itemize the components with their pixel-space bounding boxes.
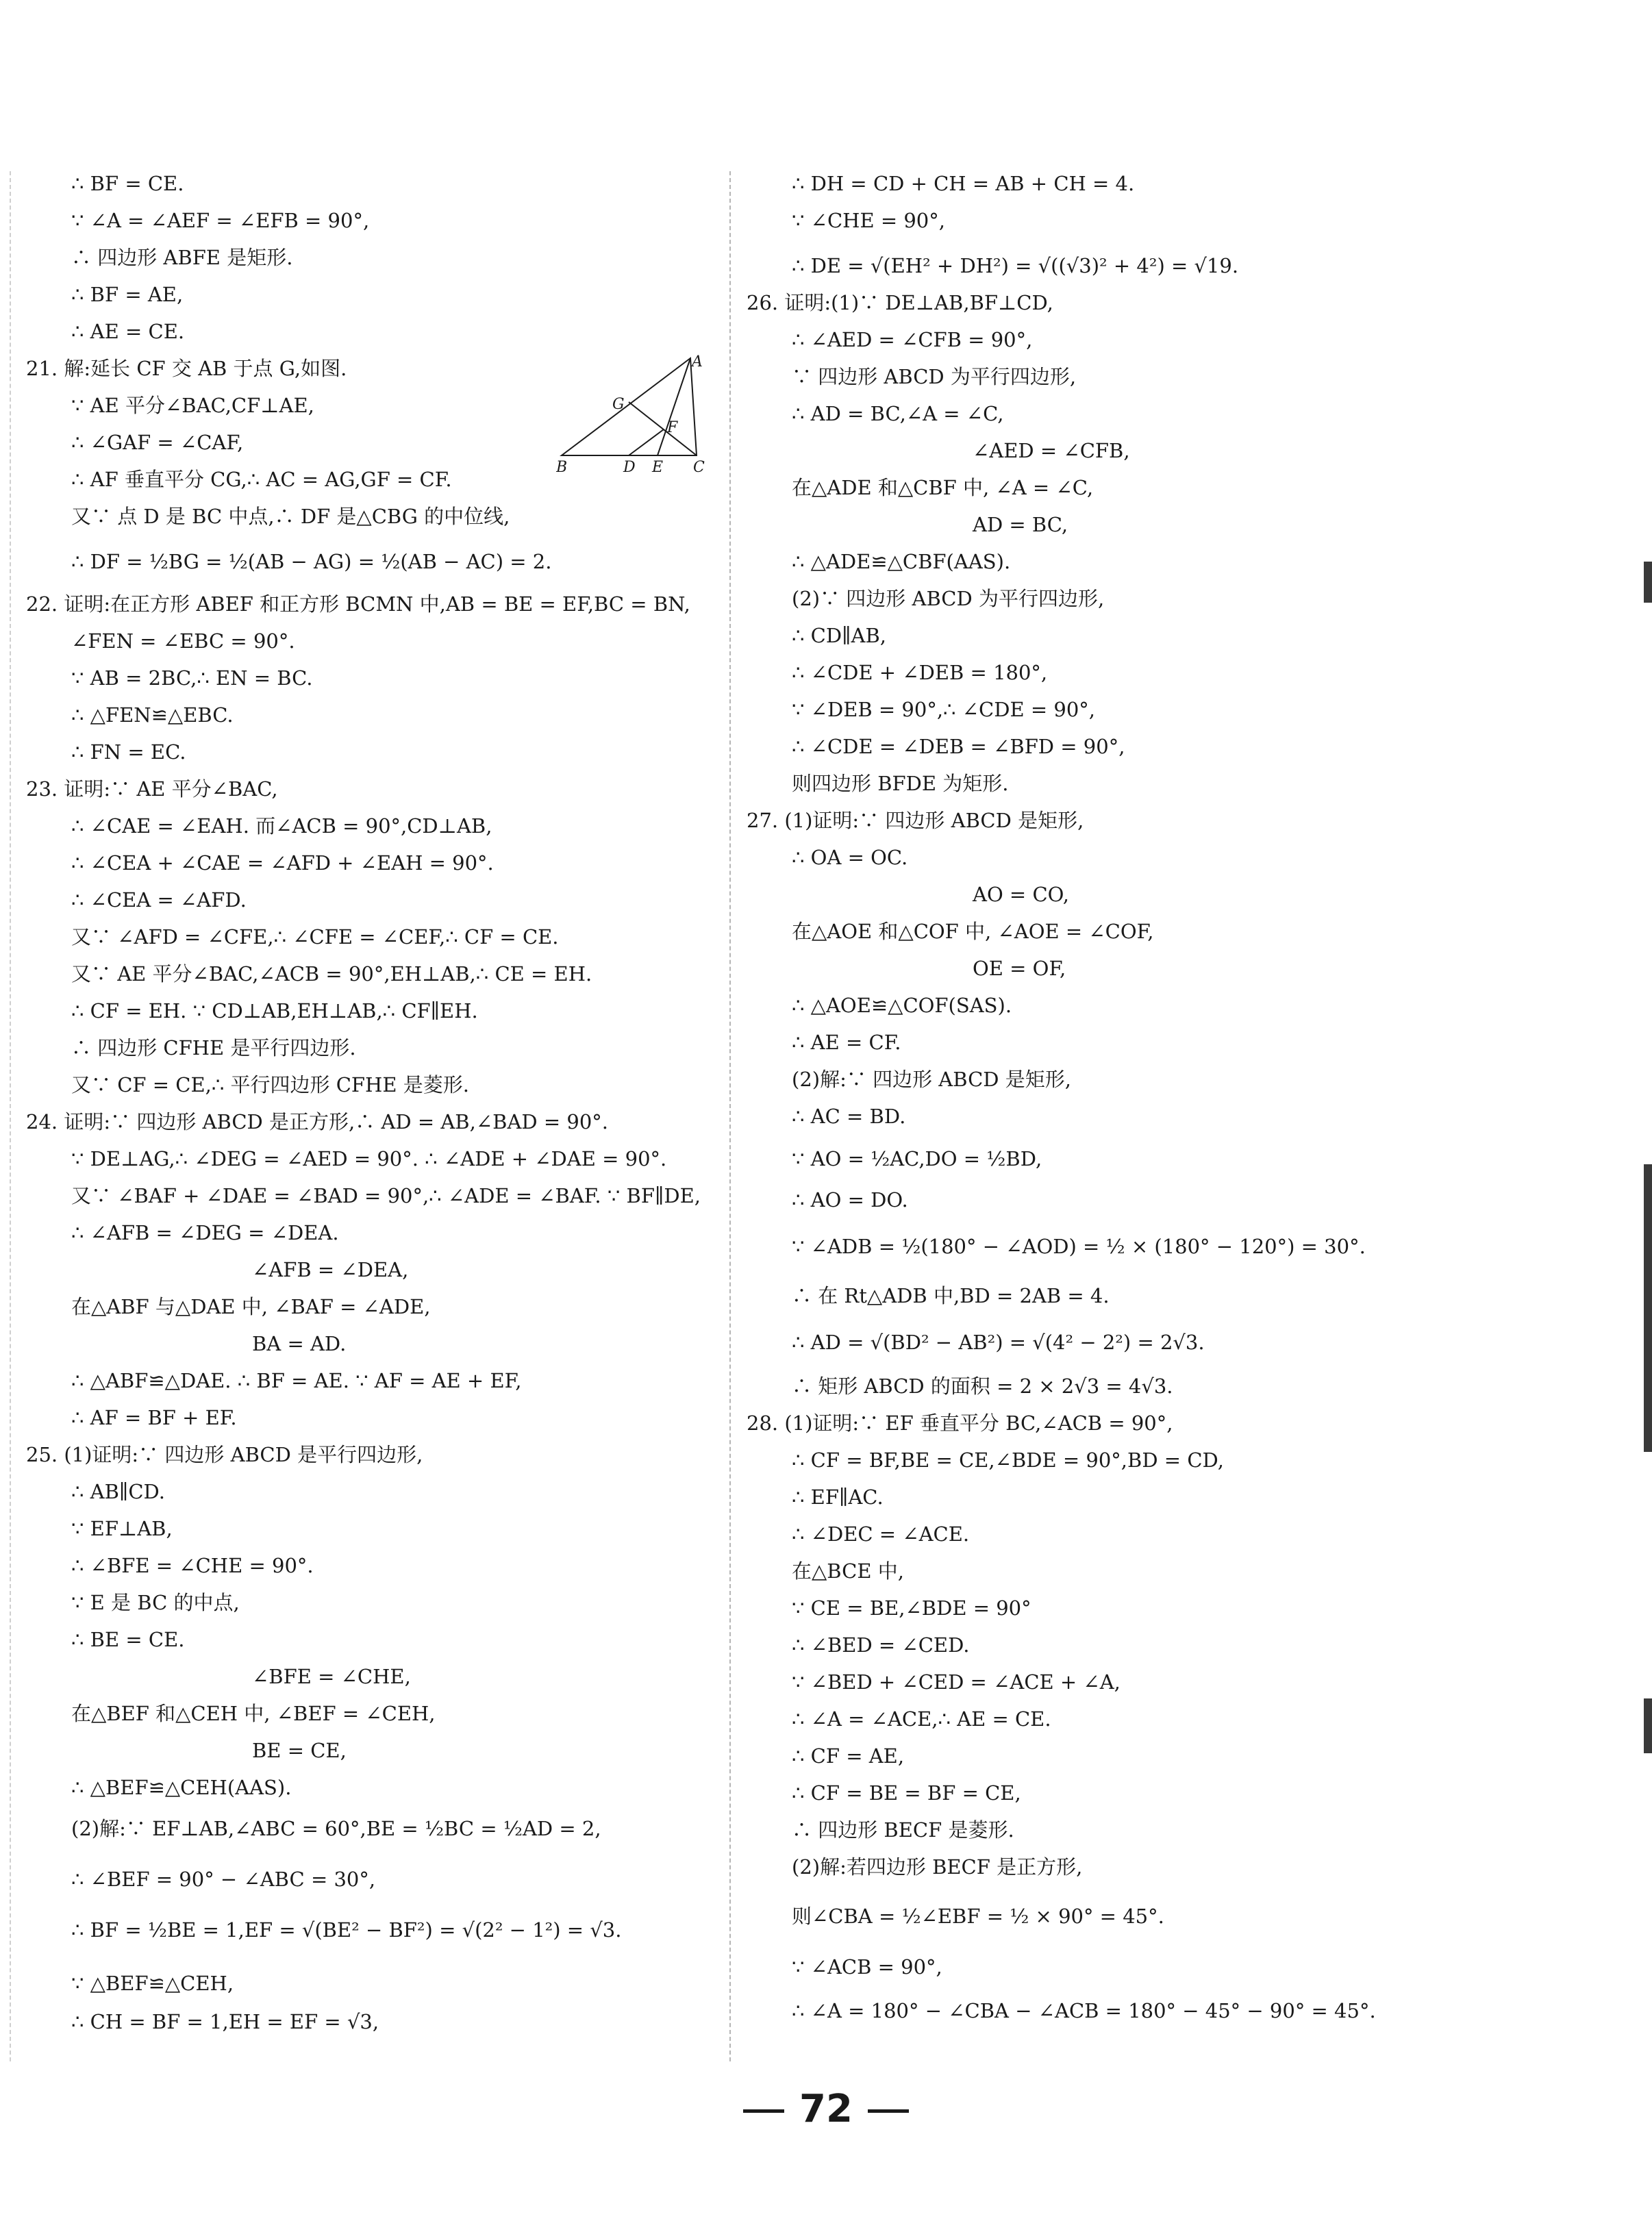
left-text-line: ∴ ∠CAE = ∠EAH. 而∠ACB = 90°,CD⊥AB, <box>71 814 492 838</box>
left-text-line: ∠FEN = ∠EBC = 90°. <box>71 629 295 653</box>
left-text-line: ∴ AE = CE. <box>71 320 185 343</box>
left-text-line: ∴ CF = EH. ∵ CD⊥AB,EH⊥AB,∴ CF∥EH. <box>71 999 478 1022</box>
left-text-line: ∴ 四边形 CFHE 是平行四边形. <box>71 1036 356 1059</box>
right-text-line: ∵ 四边形 ABCD 为平行四边形, <box>792 365 1077 388</box>
right-text-line: ∴ AC = BD. <box>792 1105 906 1128</box>
right-text-line: ∴ ∠AED = ∠CFB = 90°, <box>792 328 1033 351</box>
right-text-line: ∴ ∠A = 180° − ∠CBA − ∠ACB = 180° − 45° − 90° = 45°. <box>792 1999 1376 2022</box>
right-text-line: ∴ 矩形 ABCD 的面积 = 2 × 2√3 = 4√3. <box>792 1375 1173 1398</box>
label-g: G <box>612 396 625 413</box>
left-text-line: 又∵ ∠AFD = ∠CFE,∴ ∠CFE = ∠CEF,∴ CF = CE. <box>71 925 559 949</box>
left-text-line: ∴ ∠GAF = ∠CAF, <box>71 431 244 454</box>
left-text-line: 24. 证明:∵ 四边形 ABCD 是正方形,∴ AD = AB,∠BAD = 90°. <box>26 1110 608 1133</box>
left-text-line: 又∵ AE 平分∠BAC,∠ACB = 90°,EH⊥AB,∴ CE = EH. <box>71 962 592 986</box>
right-text-line: ∴ OA = OC. <box>792 846 908 869</box>
label-f: F <box>667 419 678 436</box>
label-b: B <box>556 459 568 476</box>
right-text-line: ∴ AD = √(BD² − AB²) = √(4² − 2²) = 2√3. <box>792 1331 1205 1354</box>
page-number: 72 <box>0 2085 1652 2133</box>
right-text-line: 28. (1)证明:∵ EF 垂直平分 BC,∠ACB = 90°, <box>747 1411 1173 1435</box>
left-text-line: ∴ ∠AFB = ∠DEG = ∠DEA. <box>71 1221 339 1244</box>
right-text-line: ∴ DH = CD + CH = AB + CH = 4. <box>792 172 1135 195</box>
right-text-line: ∴ AO = DO. <box>792 1188 908 1212</box>
scan-edge-mark <box>1644 562 1652 603</box>
left-text-line: ∴ △FEN≌△EBC. <box>71 703 234 727</box>
left-margin-rule <box>10 171 11 2061</box>
right-text-line: ∴ AE = CF. <box>792 1031 901 1054</box>
right-text-line: AO = CO, <box>973 883 1069 906</box>
label-a: A <box>692 353 703 371</box>
left-text-line: ∵ EF⊥AB, <box>71 1517 173 1540</box>
left-text-line: ∴ △BEF≌△CEH(AAS). <box>71 1776 292 1799</box>
right-text-line: ∴ ∠CDE = ∠DEB = ∠BFD = 90°, <box>792 735 1125 758</box>
left-text-line: ∠BFE = ∠CHE, <box>252 1665 411 1688</box>
right-text-line: 在△BCE 中, <box>792 1559 904 1583</box>
right-text-line: AD = BC, <box>973 513 1068 536</box>
left-text-line: ∴ BF = AE, <box>71 283 184 306</box>
right-text-line: ∵ ∠DEB = 90°,∴ ∠CDE = 90°, <box>792 698 1095 721</box>
left-text-line: 在△ABF 与△DAE 中, ∠BAF = ∠ADE, <box>71 1295 431 1318</box>
left-text-line: ∴ ∠BFE = ∠CHE = 90°. <box>71 1554 314 1577</box>
left-text-line: ∴ 四边形 ABFE 是矩形. <box>71 246 293 269</box>
left-text-line: ∴ BF = ½BE = 1,EF = √(BE² − BF²) = √(2² − 1²) = √3. <box>71 1918 622 1942</box>
left-text-line: (2)解:∵ EF⊥AB,∠ABC = 60°,BE = ½BC = ½AD = 2, <box>71 1817 601 1840</box>
right-text-line: ∴ ∠CDE + ∠DEB = 180°, <box>792 661 1048 684</box>
right-text-line: ∴ CF = BF,BE = CE,∠BDE = 90°,BD = CD, <box>792 1448 1224 1472</box>
left-text-line: ∴ AF = BF + EF. <box>71 1406 237 1429</box>
right-text-line: ∴ △AOE≌△COF(SAS). <box>792 994 1012 1017</box>
column-divider <box>729 171 731 2061</box>
right-text-line: ∵ ∠BED + ∠CED = ∠ACE + ∠A, <box>792 1670 1121 1694</box>
left-text-line: ∴ DF = ½BG = ½(AB − AG) = ½(AB − AC) = 2. <box>71 550 552 573</box>
right-text-line: ∴ AD = BC,∠A = ∠C, <box>792 402 1004 425</box>
left-text-line: ∴ BE = CE. <box>71 1628 185 1651</box>
right-text-line: ∴ DE = √(EH² + DH²) = √((√3)² + 4²) = √19. <box>792 254 1239 277</box>
right-text-line: (2)解:∵ 四边形 ABCD 是矩形, <box>792 1068 1071 1091</box>
right-text-line: ∴ △ADE≌△CBF(AAS). <box>792 550 1011 573</box>
left-text-line: 22. 证明:在正方形 ABEF 和正方形 BCMN 中,AB = BE = EF,BC = BN, <box>26 592 690 616</box>
right-text-line: ∵ CE = BE,∠BDE = 90° <box>792 1596 1031 1620</box>
right-text-line: ∵ ∠ADB = ½(180° − ∠AOD) = ½ × (180° − 120°) = 30°. <box>792 1235 1366 1258</box>
left-text-line: ∵ ∠A = ∠AEF = ∠EFB = 90°, <box>71 209 370 232</box>
right-text-line: ∴ ∠A = ∠ACE,∴ AE = CE. <box>792 1707 1051 1731</box>
right-text-line: ∴ CD∥AB, <box>792 624 886 647</box>
right-text-line: 26. 证明:(1)∵ DE⊥AB,BF⊥CD, <box>747 291 1053 314</box>
left-text-line: 在△BEF 和△CEH 中, ∠BEF = ∠CEH, <box>71 1702 436 1725</box>
triangle-figure <box>556 353 714 476</box>
right-text-line: 在△ADE 和△CBF 中, ∠A = ∠C, <box>792 476 1094 499</box>
right-text-line: ∴ 在 Rt△ADB 中,BD = 2AB = 4. <box>792 1284 1110 1307</box>
right-text-line: 27. (1)证明:∵ 四边形 ABCD 是矩形, <box>747 809 1084 832</box>
right-text-line: ∴ 四边形 BECF 是菱形. <box>792 1818 1014 1842</box>
left-text-line: ∴ BF = CE. <box>71 172 184 195</box>
left-text-line: 又∵ CF = CE,∴ 平行四边形 CFHE 是菱形. <box>71 1073 469 1096</box>
left-text-line: 又∵ 点 D 是 BC 中点,∴ DF 是△CBG 的中位线, <box>71 505 510 528</box>
right-text-line: OE = OF, <box>973 957 1066 980</box>
left-text-line: ∵ AB = 2BC,∴ EN = BC. <box>71 666 313 690</box>
label-e: E <box>652 459 664 476</box>
right-text-line: 则四边形 BFDE 为矩形. <box>792 772 1009 795</box>
left-text-line: 21. 解:延长 CF 交 AB 于点 G,如图. <box>26 357 347 380</box>
left-text-line: 23. 证明:∵ AE 平分∠BAC, <box>26 777 278 801</box>
label-d: D <box>623 459 636 476</box>
right-text-line: ∵ AO = ½AC,DO = ½BD, <box>792 1147 1042 1170</box>
left-text-line: ∴ ∠CEA + ∠CAE = ∠AFD + ∠EAH = 90°. <box>71 851 494 875</box>
right-text-line: ∵ ∠CHE = 90°, <box>792 209 945 232</box>
left-text-line: 25. (1)证明:∵ 四边形 ABCD 是平行四边形, <box>26 1443 423 1466</box>
left-text-line: BA = AD. <box>252 1332 347 1355</box>
left-text-line: ∴ △ABF≌△DAE. ∴ BF = AE. ∵ AF = AE + EF, <box>71 1369 522 1392</box>
right-text-line: ∵ ∠ACB = 90°, <box>792 1955 942 1979</box>
left-text-line: ∴ ∠CEA = ∠AFD. <box>71 888 247 912</box>
segment-ae <box>658 358 690 455</box>
right-text-line: 在△AOE 和△COF 中, ∠AOE = ∠COF, <box>792 920 1154 943</box>
right-text-line: ∴ CF = BE = BF = CE, <box>792 1781 1021 1805</box>
left-text-line: ∵ △BEF≌△CEH, <box>71 1972 234 1995</box>
left-text-line: ∴ CH = BF = 1,EH = EF = √3, <box>71 2010 379 2033</box>
label-c: C <box>693 459 705 476</box>
right-text-line: (2)解:若四边形 BECF 是正方形, <box>792 1855 1083 1879</box>
left-text-line: 又∵ ∠BAF + ∠DAE = ∠BAD = 90°,∴ ∠ADE = ∠BAF. ∵ BF∥DE, <box>71 1184 701 1207</box>
left-text-line: ∴ FN = EC. <box>71 740 186 764</box>
triangle-abc <box>562 358 697 455</box>
left-text-line: ∠AFB = ∠DEA, <box>252 1258 409 1281</box>
right-text-line: ∴ ∠BED = ∠CED. <box>792 1633 970 1657</box>
left-text-line: ∵ E 是 BC 的中点, <box>71 1591 240 1614</box>
scan-edge-mark <box>1644 1164 1652 1452</box>
right-text-line: ∠AED = ∠CFB, <box>973 439 1130 462</box>
left-text-line: ∴ AB∥CD. <box>71 1480 165 1503</box>
left-text-line: BE = CE, <box>252 1739 347 1762</box>
right-text-line: ∴ CF = AE, <box>792 1744 905 1768</box>
scan-edge-mark <box>1644 1698 1652 1753</box>
left-text-line: ∴ ∠BEF = 90° − ∠ABC = 30°, <box>71 1868 376 1891</box>
right-text-line: (2)∵ 四边形 ABCD 为平行四边形, <box>792 587 1105 610</box>
right-text-line: 则∠CBA = ½∠EBF = ½ × 90° = 45°. <box>792 1905 1164 1928</box>
left-text-line: ∴ AF 垂直平分 CG,∴ AC = AG,GF = CF. <box>71 468 452 491</box>
right-text-line: ∴ ∠DEC = ∠ACE. <box>792 1522 970 1546</box>
left-text-line: ∵ AE 平分∠BAC,CF⊥AE, <box>71 394 314 417</box>
right-text-line: ∴ EF∥AC. <box>792 1485 884 1509</box>
left-text-line: ∵ DE⊥AG,∴ ∠DEG = ∠AED = 90°. ∴ ∠ADE + ∠DAE = 90°. <box>71 1147 667 1170</box>
